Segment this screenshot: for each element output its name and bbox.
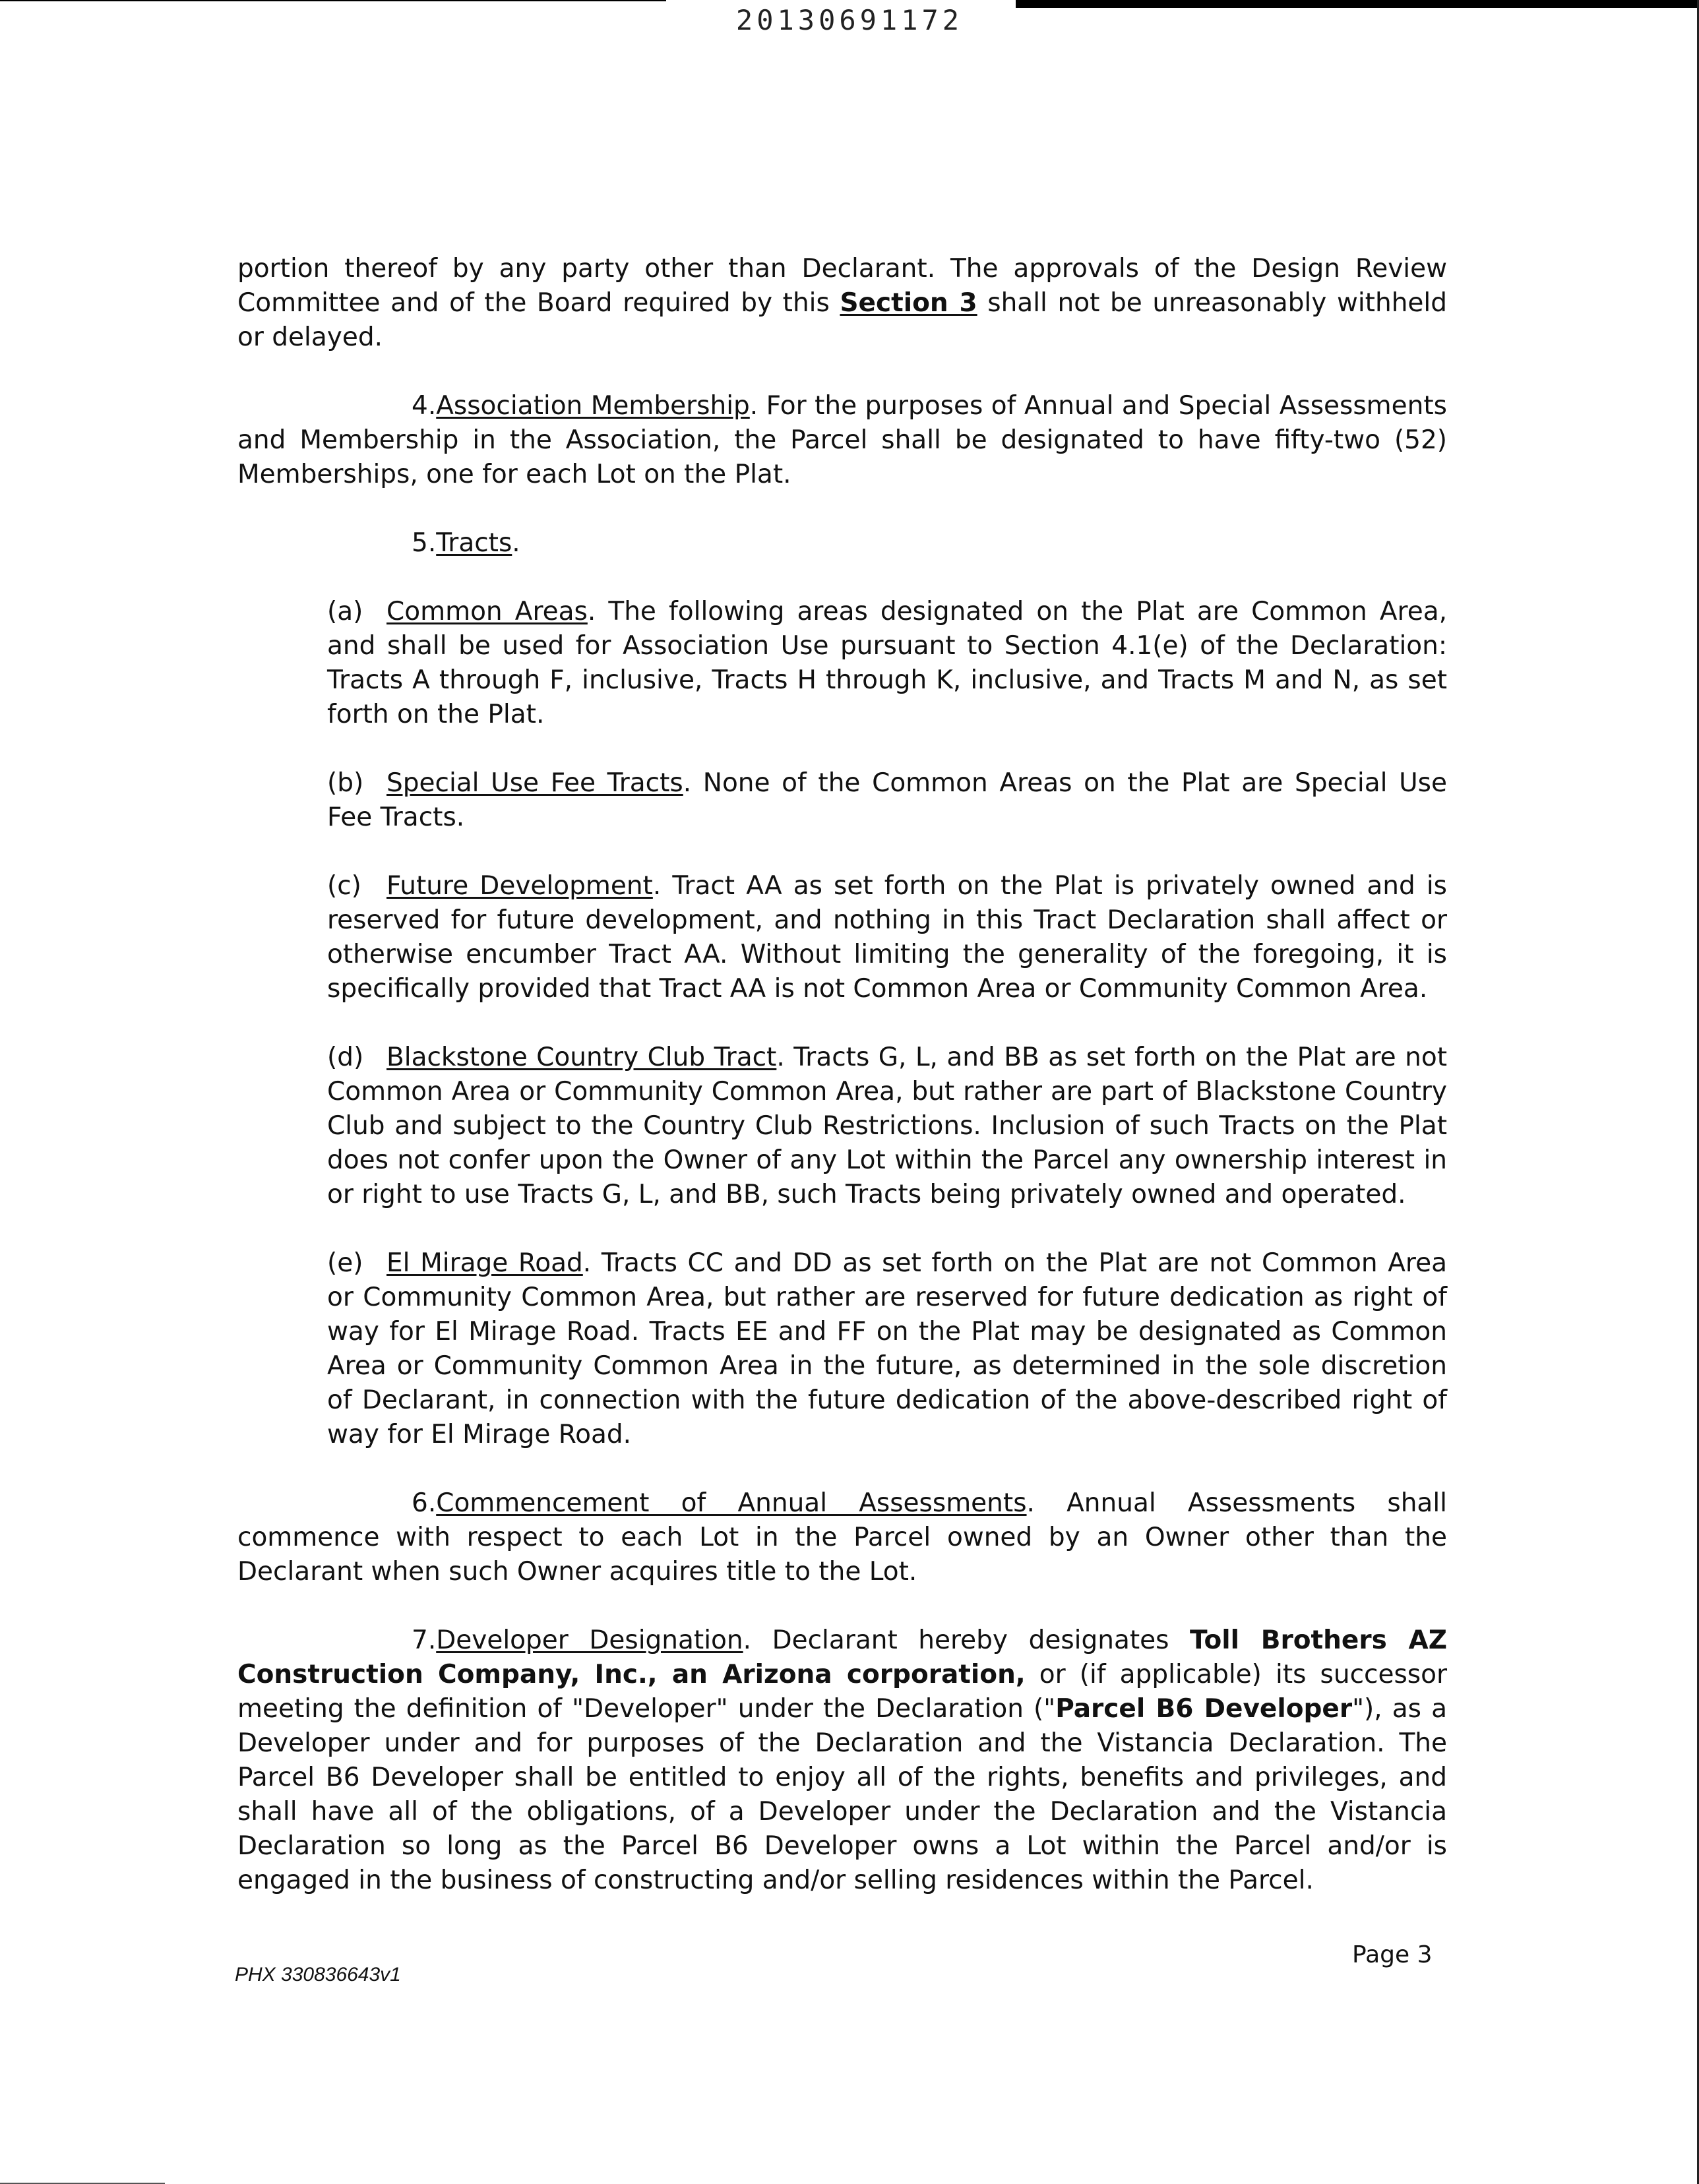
subsection-a-label: (a) xyxy=(327,597,363,626)
section-7-number: 7. xyxy=(412,1625,437,1655)
subsection-d-label: (d) xyxy=(327,1043,364,1072)
section-7-title: Developer Designation xyxy=(436,1625,743,1655)
section-4-title: Association Membership xyxy=(436,391,750,421)
section-7-text-1: . Declarant hereby designates xyxy=(743,1625,1190,1655)
section-reference: Section 3 xyxy=(840,288,977,318)
section-4-paragraph xyxy=(237,389,1447,492)
subsection-a-text: . The following areas designated on the Plat are Common Area, and shall be used for Association Use pursuant to Section 4.1(e) of the Declaration: Tracts A through F, inclusive, Tracts H through K, inclusive, and Tracts M and N, as set forth on the Plat. xyxy=(327,597,1447,729)
subsection-d-text: . Tracts G, L, and BB as set forth on the Plat are not Common Area or Community Common Area, but rather are part of Blackstone Country Club and subject to the Country Club Restrictions. Inclusion of such Tracts on the Plat does not confer upon the Owner of any Lot within the Parcel any ownership interest in or right to use Tracts G, L, and BB, such Tracts being privately owned and operated. xyxy=(327,1043,1447,1209)
subsection-c-label: (c) xyxy=(327,871,361,901)
document-id: PHX 330836643v1 xyxy=(235,1964,401,1986)
intro-paragraph xyxy=(237,252,1447,355)
scan-top-rule-left xyxy=(0,0,666,1)
section-6-title: Commencement of Annual Assessments xyxy=(436,1488,1027,1518)
defined-term-parcel-b6-developer: Parcel B6 Developer xyxy=(1055,1694,1353,1724)
section-6-number: 6. xyxy=(412,1488,437,1518)
subsection-e-title: El Mirage Road xyxy=(386,1248,583,1278)
section-5-title: Tracts xyxy=(436,528,512,558)
subsection-d xyxy=(327,1041,1447,1212)
section-5-number: 5. xyxy=(412,528,437,558)
subsection-a xyxy=(327,595,1447,732)
section-5-heading xyxy=(237,526,1447,561)
intro-text-1: portion thereof by any party other than Declarant. The approvals of the Design Review Committee and of the Board required by this xyxy=(237,254,1447,318)
developer-name: Toll Brothers AZ Construction Company, Inc., an Arizona corporation, xyxy=(237,1625,1447,1689)
page-number: Page 3 xyxy=(1352,1941,1433,1968)
section-6-text: . Annual Assessments shall commence with respect to each Lot in the Parcel owned by an Owner other than the Declarant when such Owner acquires title to the Lot. xyxy=(237,1488,1447,1587)
subsection-e-label: (e) xyxy=(327,1248,363,1278)
section-7-paragraph xyxy=(237,1623,1447,1898)
subsection-c-title: Future Development xyxy=(386,871,653,901)
subsection-e-text: . Tracts CC and DD as set forth on the Plat are not Common Area or Community Common Area, but rather are reserved for future dedication as right of way for El Mirage Road. Tracts EE and FF on the Plat may be designated as Common Area or Community Common Area in the future, as determined in the sole discretion of Declarant, in connection with the future dedication of the above-described right of way for El Mirage Road. xyxy=(327,1248,1447,1449)
subsection-b-title: Special Use Fee Tracts xyxy=(386,768,683,798)
subsection-c-text: . Tract AA as set forth on the Plat is privately owned and is reserved for future development, and nothing in this Tract Declaration shall affect or otherwise encumber Tract AA. Without limiting the generality of the foregoing, it is specifically provided that Tract AA is not Common Area or Community Common Area. xyxy=(327,871,1447,1004)
subsection-d-title: Blackstone Country Club Tract xyxy=(386,1043,777,1072)
subsection-c xyxy=(327,869,1447,1006)
section-7-text-2: or (if applicable) its successor meeting the definition of "Developer" under the Declaration (" xyxy=(237,1660,1447,1724)
section-6-paragraph xyxy=(237,1486,1447,1589)
section-7-text-3: "), as a Developer under and for purposes of the Declaration and the Vistancia Declaration. The Parcel B6 Developer shall be entitled to enjoy all of the rights, benefits and privileges, and shall have all of the obligations, of a Developer under the Declaration and the Vistancia Declaration so long as the Parcel B6 Developer owns a Lot within the Parcel and/or is engaged in the business of constructing and/or selling residences within the Parcel. xyxy=(237,1694,1447,1895)
section-5-period: . xyxy=(512,528,520,558)
recording-number: 20130691172 xyxy=(735,4,964,36)
section-4-number: 4. xyxy=(412,391,437,421)
subsection-e xyxy=(327,1246,1447,1452)
subsection-b-text: . None of the Common Areas on the Plat are Special Use Fee Tracts. xyxy=(327,768,1447,832)
subsection-b xyxy=(327,766,1447,835)
document-body xyxy=(237,252,1447,1932)
subsection-a-title: Common Areas xyxy=(386,597,588,626)
intro-text-2: shall not be unreasonably withheld or delayed. xyxy=(237,288,1447,352)
section-4-text: . For the purposes of Annual and Special Assessments and Membership in the Association, the Parcel shall be designated to have fifty-two (52) Memberships, one for each Lot on the Plat. xyxy=(237,391,1447,489)
subsection-b-label: (b) xyxy=(327,768,364,798)
